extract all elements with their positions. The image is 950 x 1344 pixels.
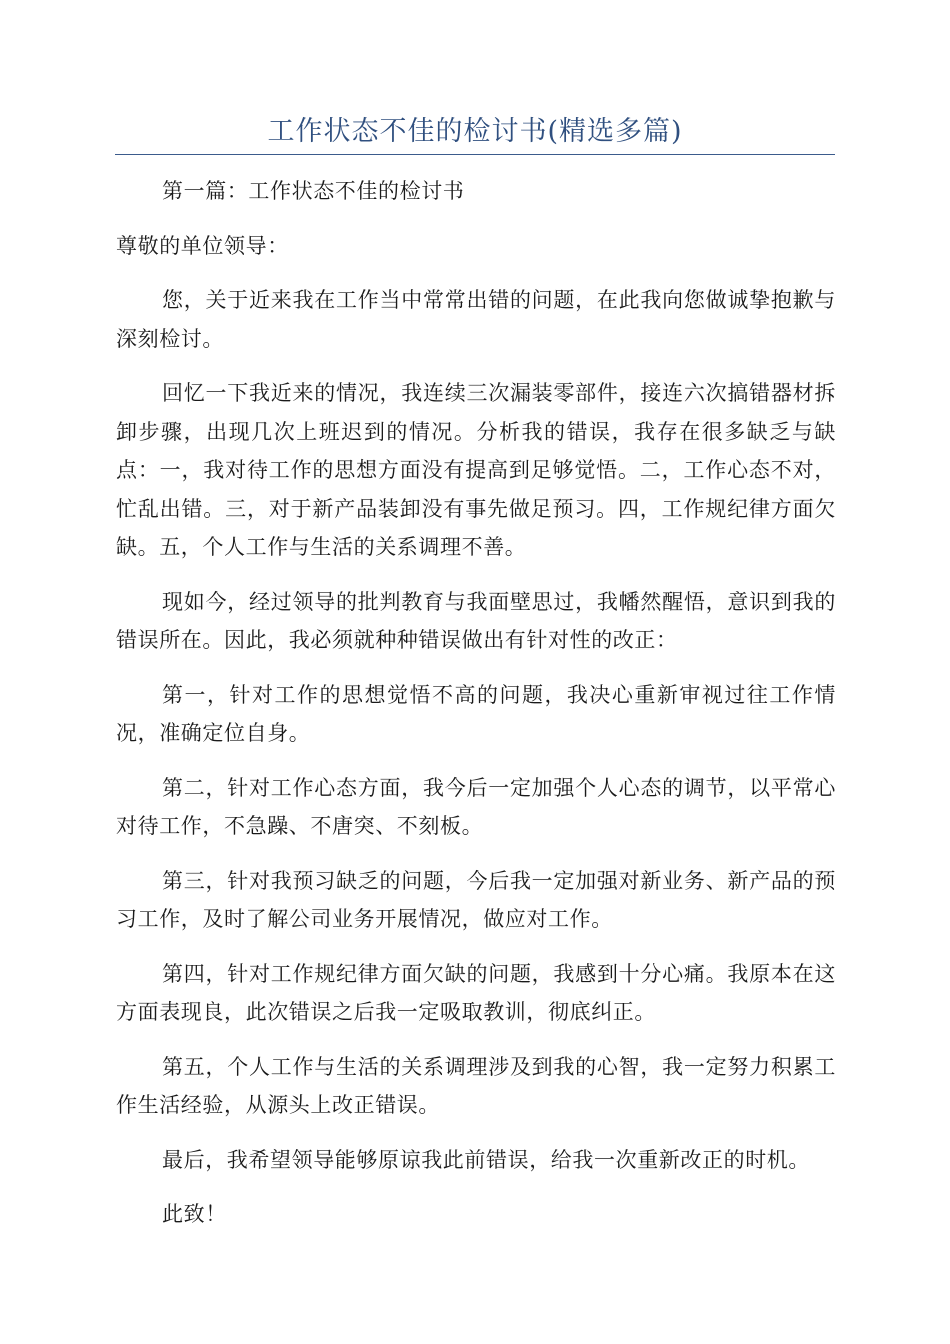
paragraph: 第三，针对我预习缺乏的问题，今后我一定加强对新业务、新产品的预习工作，及时了解公司业务开展情况，做应对工作。 [116, 868, 836, 931]
paragraph: 尊敬的单位领导： [116, 233, 289, 258]
title-underline [115, 154, 835, 155]
paragraph: 第四，针对工作规纪律方面欠缺的问题，我感到十分心痛。我原本在这方面表现良，此次错误之后我一定吸取教训，彻底纠正。 [116, 961, 836, 1024]
paragraph: 此致！ [162, 1202, 227, 1226]
paragraph: 现如今，经过领导的批判教育与我面壁思过，我幡然醒悟，意识到我的错误所在。因此，我必须就种种错误做出有针对性的改正： [116, 589, 836, 652]
paragraph: 您，关于近来我在工作当中常常出错的问题，在此我向您做诚挚抱歉与深刻检讨。 [116, 288, 836, 351]
paragraph: 回忆一下我近来的情况，我连续三次漏装零部件，接连六次搞错器材拆卸步骤，出现几次上班迟到的情况。分析我的错误，我存在很多缺乏与缺点：一，我对待工作的思想方面没有提高到足够觉悟。二，工作心态不对，忙乱出错。三，对于新产品装卸没有事先做足预习。四，工作规纪律方面欠缺。五，个人工作与生活的关系调理不善。 [116, 381, 836, 559]
document-title: 工作状态不佳的检讨书(精选多篇) [267, 116, 683, 147]
paragraph: 第五，个人工作与生活的关系调理涉及到我的心智，我一定努力积累工作生活经验，从源头上改正错误。 [116, 1054, 836, 1117]
paragraph: 第二，针对工作心态方面，我今后一定加强个人心态的调节，以平常心对待工作，不急躁、不唐突、不刻板。 [116, 775, 836, 838]
document-body [116, 172, 836, 1250]
paragraph: 最后，我希望领导能够原谅我此前错误，给我一次重新改正的时机。 [162, 1147, 810, 1172]
paragraph: 第一，针对工作的思想觉悟不高的问题，我决心重新审视过往工作情况，准确定位自身。 [116, 682, 836, 745]
paragraph: 第一篇：工作状态不佳的检讨书 [162, 179, 465, 203]
